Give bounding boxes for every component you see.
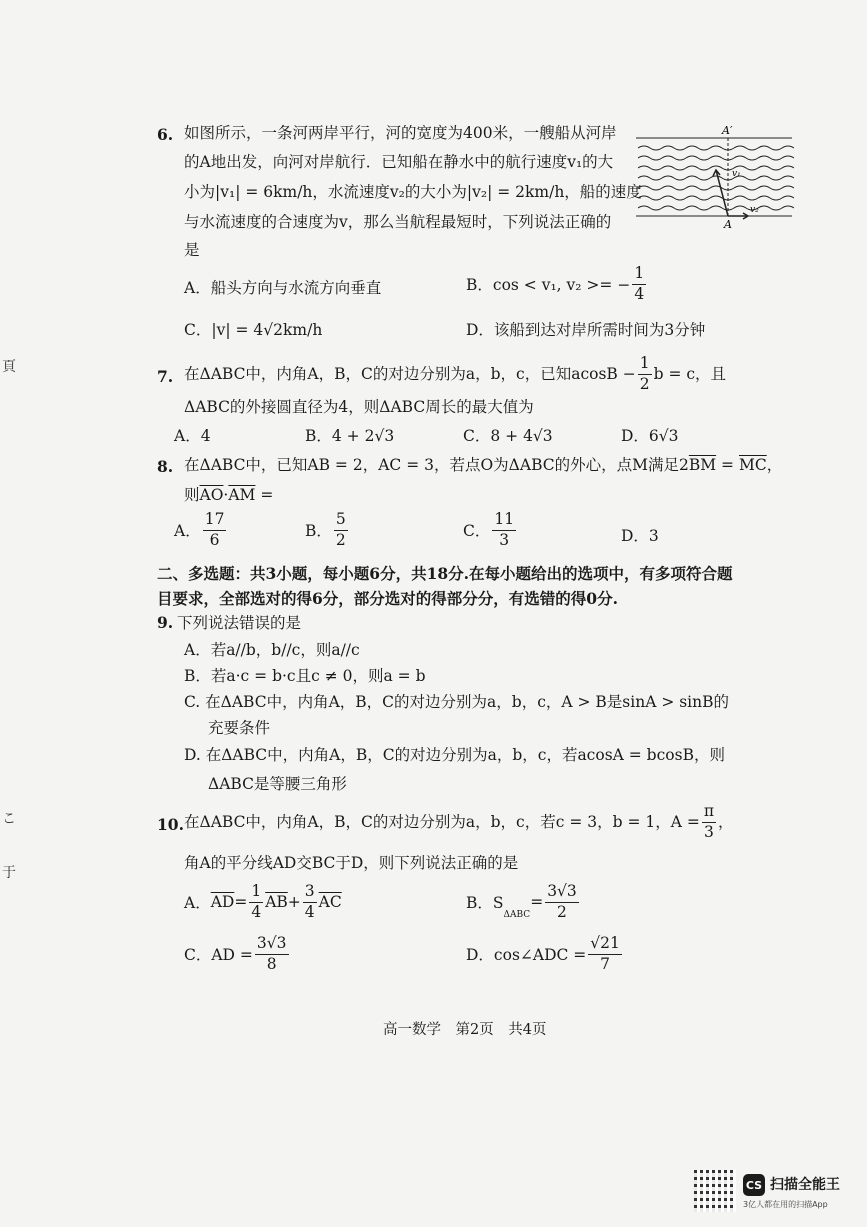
denominator: 6 — [209, 530, 220, 549]
question-number: 7. — [157, 367, 174, 386]
option-a — [184, 884, 342, 920]
margin-mark: こ — [2, 811, 16, 827]
wave-line — [638, 186, 794, 190]
fraction — [588, 936, 622, 972]
question-number: 9. — [157, 613, 174, 632]
plus: + — [287, 893, 301, 911]
option-label: A． — [184, 894, 211, 912]
vector-ac: $\overline{AC}$ — [318, 893, 342, 911]
label-v2: v₂ — [750, 205, 759, 215]
equals: = — [234, 893, 248, 911]
denominator: 2 — [557, 902, 567, 921]
option-text: B．S — [466, 894, 504, 912]
option-d: D．3 — [621, 527, 659, 545]
river-diagram — [632, 120, 796, 230]
page-footer: 高一数学 第2页 共4页 — [383, 1022, 547, 1038]
option-b: B．若a·c = b·c且c ≠ 0，则a = b — [184, 667, 426, 685]
label-a-prime: A′ — [722, 124, 733, 137]
numerator: 3√3 — [545, 884, 579, 903]
vector-am: $\overline{AM}$ — [228, 486, 256, 504]
margin-mark: 于 — [2, 865, 16, 881]
question-text: 的A地出发，向河对岸航行．已知船在静水中的航行速度v₁的大 — [184, 153, 614, 171]
wave-line — [638, 176, 794, 180]
option-b — [305, 512, 350, 548]
numerator: 1 — [632, 266, 646, 285]
option-c-cont: 充要条件 — [208, 719, 271, 737]
question-text — [184, 484, 273, 506]
comma: ， — [766, 456, 783, 474]
fraction — [545, 884, 579, 920]
option-a: A．若a//b，b//c，则a//c — [184, 641, 360, 659]
question-text-part: b = c，且 — [653, 365, 727, 383]
numerator: π — [702, 804, 716, 823]
question-text: 角A的平分线AD交BC于D，则下列说法正确的是 — [184, 854, 519, 872]
fraction — [702, 804, 716, 840]
numerator: 17 — [203, 512, 227, 531]
denominator: 4 — [304, 902, 315, 921]
wave-line — [638, 196, 794, 200]
question-number: 10. — [157, 815, 184, 834]
fraction — [492, 512, 516, 548]
option-a — [174, 512, 228, 548]
option-c — [463, 512, 518, 548]
option-b-text: B．cos < v₁, v₂ >= − — [466, 276, 631, 294]
question-text — [184, 356, 726, 392]
option-a: A．船头方向与水流方向垂直 — [184, 279, 382, 297]
camscanner-tagline: 3亿人都在用的扫描App — [743, 1200, 828, 1209]
option-c: C．|v| = 4√2km/h — [184, 321, 323, 339]
subscript: ΔABC — [503, 910, 531, 920]
camscanner-name: 扫描全能王 — [770, 1177, 840, 1193]
vector-ad: $\overline{AD}$ — [210, 893, 235, 911]
option-d: D. 在ΔABC中，内角A，B，C的对边分别为a，b，c，若acosA = bcosB，则 — [184, 746, 725, 764]
qr-code-icon — [694, 1170, 736, 1212]
wave-line — [638, 206, 794, 210]
equals: = — [530, 893, 544, 911]
numerator: 5 — [334, 512, 348, 531]
equals: = — [255, 486, 274, 504]
question-text: 与水流速度的合速度为v，那么当航程最短时，下列说法正确的 — [184, 213, 612, 231]
option-c: C．8 + 4√3 — [463, 427, 553, 445]
denominator: 4 — [634, 284, 645, 303]
fraction — [249, 884, 263, 920]
denominator: 2 — [639, 374, 650, 393]
numerator: 3√3 — [255, 936, 289, 955]
label-v1: v₁ — [732, 169, 741, 179]
fraction — [203, 512, 227, 548]
question-text-part: ， — [718, 813, 734, 831]
camscanner-logo: CS — [743, 1174, 765, 1196]
fraction — [632, 266, 646, 302]
fraction — [303, 884, 317, 920]
question-text: 是 — [184, 241, 200, 259]
numerator: √21 — [588, 936, 622, 955]
question-text-part: 在ΔABC中，已知AB = 2，AC = 3，若点O为ΔABC的外心，点M满足2 — [184, 456, 689, 474]
question-text — [184, 454, 782, 476]
wave-line — [638, 156, 794, 160]
section-text: 二、多选题：共3小题，每小题6分，共18分.在每小题给出的选项中，有多项符合题 — [157, 564, 733, 583]
question-text — [184, 804, 734, 840]
option-text: C．AD = — [184, 946, 253, 964]
option-c: C. 在ΔABC中，内角A，B，C的对边分别为a，b，c，A > B是sinA > sinB的 — [184, 693, 730, 711]
denominator: 4 — [251, 902, 262, 921]
option-label: C． — [463, 522, 491, 540]
option-label: A． — [174, 522, 201, 540]
denominator: 8 — [266, 954, 277, 973]
denominator: 3 — [704, 822, 714, 841]
question-text-part: 则 — [184, 486, 200, 504]
vector-mc: $\overline{MC}$ — [738, 456, 767, 474]
option-d: D．该船到达对岸所需时间为3分钟 — [466, 321, 706, 339]
option-label: B． — [305, 522, 332, 540]
v1-arrow — [716, 170, 728, 216]
question-text: 下列说法错误的是 — [177, 614, 302, 632]
vector-ao: $\overline{AO}$ — [199, 486, 224, 504]
numerator: 11 — [492, 512, 516, 531]
numerator: 3 — [303, 884, 317, 903]
denominator: 2 — [335, 530, 346, 549]
fraction — [638, 356, 652, 392]
question-text: ΔABC的外接圆直径为4，则ΔABC周长的最大值为 — [184, 398, 534, 416]
denominator: 3 — [499, 530, 510, 549]
section-text: 目要求，全部选对的得6分，部分选对的得部分分，有选错的得0分. — [157, 589, 618, 608]
option-d — [466, 936, 624, 972]
option-d-cont: ΔABC是等腰三角形 — [208, 775, 347, 793]
fraction — [334, 512, 348, 548]
option-b — [466, 266, 648, 302]
option-c — [184, 936, 291, 972]
numerator: 1 — [638, 356, 652, 375]
vector-bm: $\overline{BM}$ — [688, 456, 717, 474]
denominator: 7 — [600, 954, 611, 973]
option-a: A．4 — [174, 427, 211, 445]
fraction — [255, 936, 289, 972]
margin-mark: 頁 — [2, 359, 16, 375]
question-number: 8. — [157, 457, 174, 476]
wave-line — [638, 146, 794, 150]
numerator: 1 — [249, 884, 263, 903]
question-text-part: 在ΔABC中，内角A，B，C的对边分别为a，b，c，若c = 3，b = 1，A = — [184, 813, 700, 831]
option-d: D．6√3 — [621, 427, 679, 445]
dot: · — [223, 486, 229, 504]
equals: = — [716, 456, 739, 474]
question-number: 6. — [157, 125, 174, 144]
option-b — [466, 884, 581, 920]
option-b: B．4 + 2√3 — [305, 427, 395, 445]
question-text-part: 在ΔABC中，内角A，B，C的对边分别为a，b，c，已知acosB − — [184, 365, 636, 383]
question-text: 如图所示，一条河两岸平行，河的宽度为400米，一艘船从河岸 — [184, 124, 617, 142]
option-text: D．cos∠ADC = — [466, 946, 587, 964]
label-a: A — [724, 218, 732, 230]
vector-ab: $\overline{AB}$ — [265, 893, 288, 911]
question-text: 小为|v₁| = 6km/h，水流速度v₂的大小为|v₂| = 2km/h，船的速度 — [184, 183, 642, 201]
